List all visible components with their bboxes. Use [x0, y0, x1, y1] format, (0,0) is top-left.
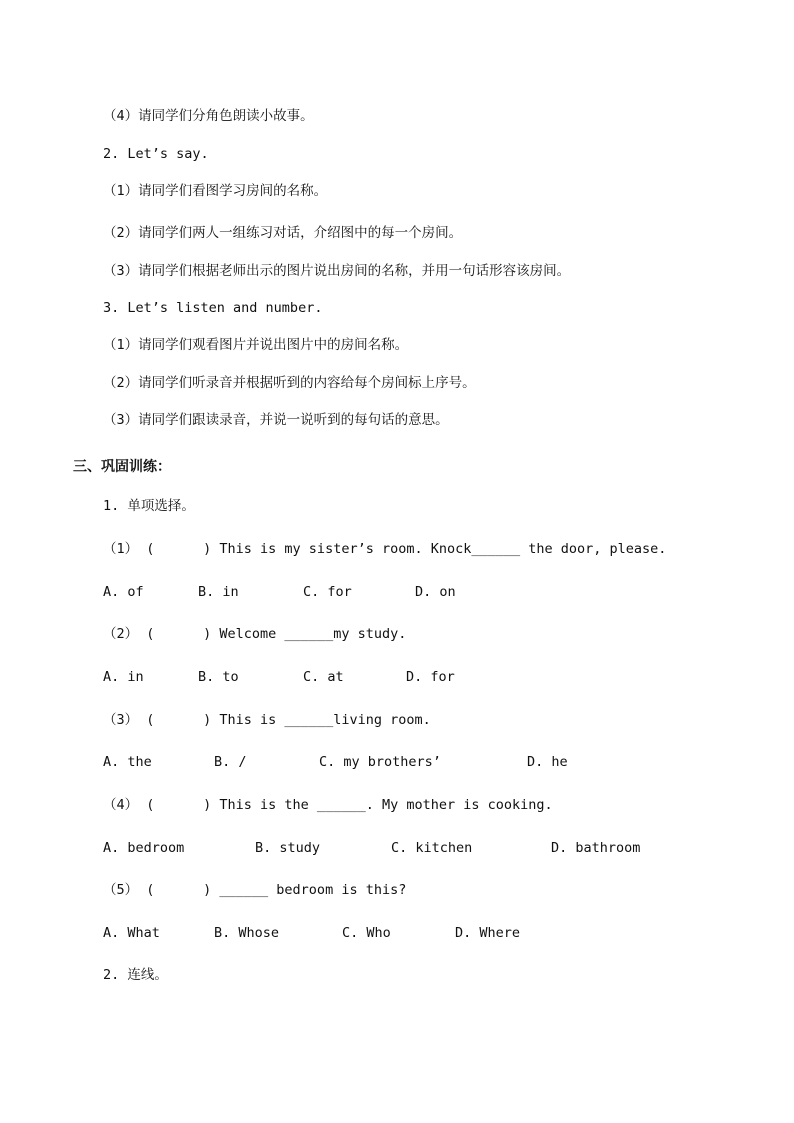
q2-title: 2. 连线。 — [103, 967, 168, 983]
question-4-option-c: C. kitchen — [391, 840, 473, 856]
question-3-option-c: C. my brothers’ — [319, 754, 441, 770]
question-2-stem: （2） ( ) Welcome ______my study. — [103, 626, 407, 642]
question-2-option-a: A. in — [103, 669, 144, 685]
lets-listen-item-3: （3）请同学们跟读录音，并说一说听到的每句话的意思。 — [103, 412, 449, 428]
question-5-option-a: A. What — [103, 925, 160, 941]
question-3-option-a: A. the — [103, 754, 152, 770]
question-4-stem: （4） ( ) This is the ______. My mother is cooking. — [103, 797, 553, 813]
section2-item-4: （4）请同学们分角色朗读小故事。 — [103, 108, 314, 124]
question-2-option-d: D. for — [406, 669, 455, 685]
lets-listen-item-1: （1）请同学们观看图片并说出图片中的房间名称。 — [103, 337, 409, 353]
question-3-option-b: B. / — [214, 754, 247, 770]
lets-listen-title: 3. Let’s listen and number. — [103, 300, 323, 316]
question-2-option-c: C. at — [303, 669, 344, 685]
question-5-option-d: D. Where — [455, 925, 521, 941]
question-4-option-a: A. bedroom — [103, 840, 185, 856]
question-1-option-d: D. on — [415, 584, 456, 600]
lets-listen-item-2: （2）请同学们听录音并根据听到的内容给每个房间标上序号。 — [103, 375, 476, 391]
question-4-option-b: B. study — [255, 840, 321, 856]
q1-title: 1. 单项选择。 — [103, 498, 195, 514]
lets-say-item-3: （3）请同学们根据老师出示的图片说出房间的名称，并用一句话形容该房间。 — [103, 263, 571, 279]
question-1-option-c: C. for — [303, 584, 352, 600]
question-1-stem: （1） ( ) This is my sister’s room. Knock______ the door, please. — [103, 541, 667, 557]
question-3-stem: （3） ( ) This is ______living room. — [103, 712, 431, 728]
question-1-option-b: B. in — [198, 584, 239, 600]
lets-say-item-1: （1）请同学们看图学习房间的名称。 — [103, 183, 328, 199]
lets-say-title: 2. Let’s say. — [103, 146, 209, 162]
lets-say-item-2: （2）请同学们两人一组练习对话，介绍图中的每一个房间。 — [103, 225, 463, 241]
question-2-option-b: B. to — [198, 669, 239, 685]
question-4-option-d: D. bathroom — [551, 840, 641, 856]
section3-heading: 三、巩固训练： — [73, 459, 171, 475]
question-5-option-b: B. Whose — [214, 925, 280, 941]
question-5-option-c: C. Who — [342, 925, 391, 941]
question-5-stem: （5） ( ) ______ bedroom is this? — [103, 882, 407, 898]
question-3-option-d: D. he — [527, 754, 568, 770]
question-1-option-a: A. of — [103, 584, 144, 600]
